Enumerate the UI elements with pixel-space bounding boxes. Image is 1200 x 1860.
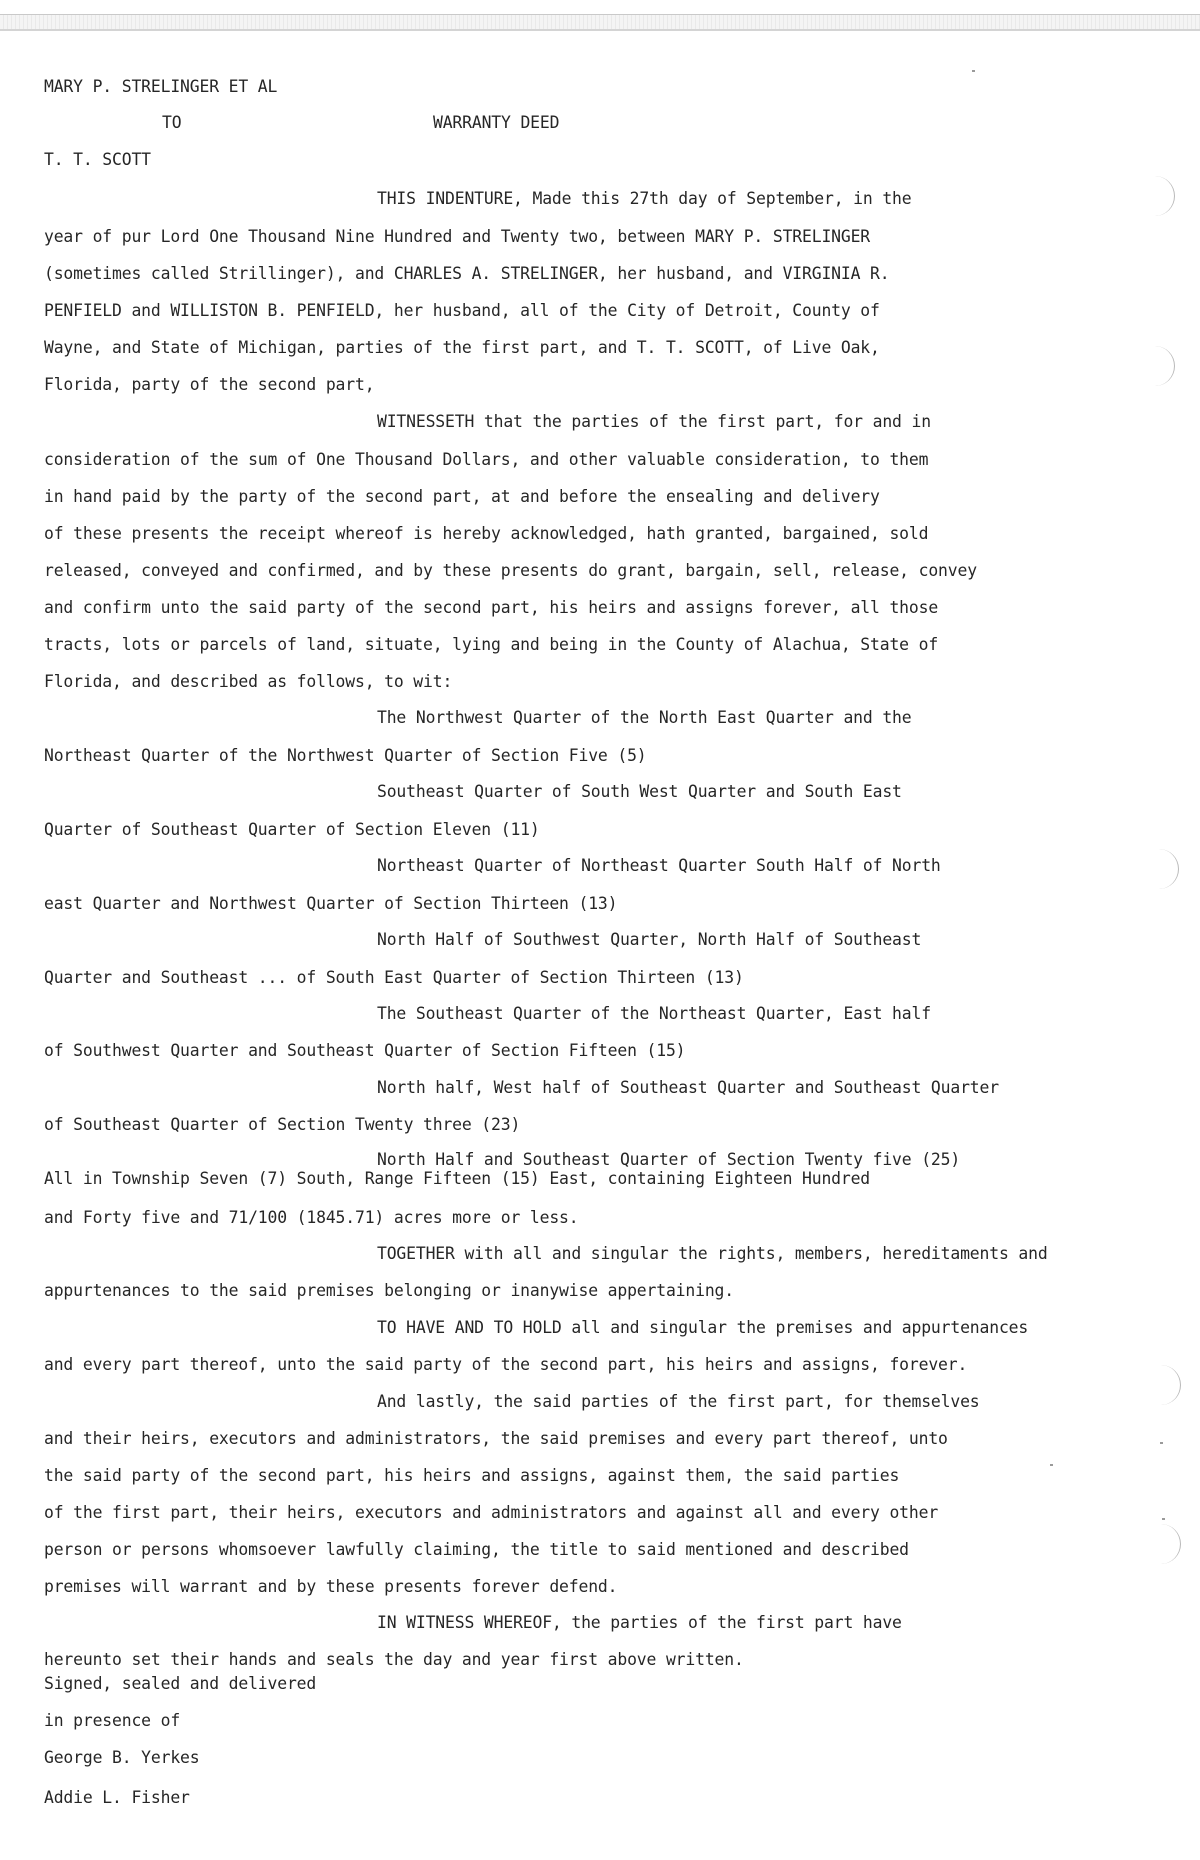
deed-text-line: THIS INDENTURE, Made this 27th day of September, in the xyxy=(377,189,912,208)
binder-hole-mark xyxy=(1150,1524,1181,1564)
signed-sealed-line: Signed, sealed and delivered xyxy=(44,1674,317,1693)
grantor-heading: MARY P. STRELINGER ET AL xyxy=(44,77,278,96)
deed-text-line: premises will warrant and by these presents forever defend. xyxy=(44,1577,618,1596)
deed-text-line: of Southeast Quarter of Section Twenty three (23) xyxy=(44,1115,521,1134)
deed-text-line: released, conveyed and confirmed, and by these presents do grant, bargain, sell, release, convey xyxy=(44,561,977,580)
scan-speck xyxy=(1050,1464,1053,1466)
grantee-heading: T. T. SCOTT xyxy=(44,150,151,169)
deed-text-line: of Southwest Quarter and Southeast Quarter of Section Fifteen (15) xyxy=(44,1041,686,1060)
scan-speck xyxy=(1160,1442,1163,1444)
scan-speck xyxy=(972,70,975,72)
in-presence-line: in presence of xyxy=(44,1711,181,1730)
deed-text-line: east Quarter and Northwest Quarter of Section Thirteen (13) xyxy=(44,894,618,913)
deed-text-line: North Half and Southeast Quarter of Section Twenty five (25) xyxy=(377,1150,961,1169)
binder-hole-mark xyxy=(1144,346,1175,386)
deed-text-line: year of pur Lord One Thousand Nine Hundred and Twenty two, between MARY P. STRELINGER xyxy=(44,227,871,246)
deed-text-line: and their heirs, executors and administrators, the said premises and every part thereof, unto xyxy=(44,1429,948,1448)
deed-text-line: TO HAVE AND TO HOLD all and singular the premises and appurtenances xyxy=(377,1318,1029,1337)
deed-text-line: WITNESSETH that the parties of the first part, for and in xyxy=(377,412,931,431)
deed-text-line: (sometimes called Strillinger), and CHARLES A. STRELINGER, her husband, and VIRGINIA R. xyxy=(44,264,890,283)
scan-top-edge xyxy=(0,14,1200,31)
deed-text-line: Northeast Quarter of Northeast Quarter South Half of North xyxy=(377,856,941,875)
scan-speck xyxy=(1162,1518,1165,1520)
deed-text-line: tracts, lots or parcels of land, situate, lying and being in the County of Alachua, State of xyxy=(44,635,939,654)
deed-text-line: Quarter of Southeast Quarter of Section Eleven (11) xyxy=(44,820,540,839)
deed-text-line: hereunto set their hands and seals the day and year first above written. xyxy=(44,1650,744,1669)
binder-hole-mark xyxy=(1144,176,1175,216)
deed-text-line: IN WITNESS WHEREOF, the parties of the first part have xyxy=(377,1613,902,1632)
deed-text-line: appurtenances to the said premises belonging or inanywise appertaining. xyxy=(44,1281,734,1300)
binder-hole-mark xyxy=(1150,1365,1181,1405)
deed-text-line: and confirm unto the said party of the second part, his heirs and assigns forever, all those xyxy=(44,598,939,617)
deed-text-line: of these presents the receipt whereof is hereby acknowledged, hath granted, bargained, sold xyxy=(44,524,929,543)
witness-name: George B. Yerkes xyxy=(44,1748,200,1767)
deed-text-line: Northeast Quarter of the Northwest Quarter of Section Five (5) xyxy=(44,746,647,765)
deed-text-line: the said party of the second part, his heirs and assigns, against them, the said parties xyxy=(44,1466,900,1485)
deed-text-line: All in Township Seven (7) South, Range Fifteen (15) East, containing Eighteen Hundred xyxy=(44,1169,871,1188)
binder-hole-mark xyxy=(1148,849,1179,889)
deed-text-line: and Forty five and 71/100 (1845.71) acres more or less. xyxy=(44,1208,579,1227)
deed-text-line: Wayne, and State of Michigan, parties of the first part, and T. T. SCOTT, of Live Oak, xyxy=(44,338,880,357)
deed-text-line: Quarter and Southeast ... of South East Quarter of Section Thirteen (13) xyxy=(44,968,744,987)
deed-text-line: North half, West half of Southeast Quarter and Southeast Quarter xyxy=(377,1078,999,1097)
deed-text-line: TOGETHER with all and singular the rights, members, hereditaments and xyxy=(377,1244,1048,1263)
deed-text-line: The Northwest Quarter of the North East Quarter and the xyxy=(377,708,912,727)
deed-text-line: person or persons whomsoever lawfully claiming, the title to said mentioned and described xyxy=(44,1540,909,1559)
deed-text-line: And lastly, the said parties of the first part, for themselves xyxy=(377,1392,980,1411)
deed-text-line: in hand paid by the party of the second part, at and before the ensealing and delivery xyxy=(44,487,880,506)
witness-name: Addie L. Fisher xyxy=(44,1788,190,1807)
document-title: WARRANTY DEED xyxy=(433,113,560,132)
deed-text-line: consideration of the sum of One Thousand Dollars, and other valuable consideration, to them xyxy=(44,450,929,469)
deed-text-line: Florida, party of the second part, xyxy=(44,375,375,394)
deed-text-line: Florida, and described as follows, to wit: xyxy=(44,672,453,691)
deed-text-line: and every part thereof, unto the said party of the second part, his heirs and assigns, forever. xyxy=(44,1355,968,1374)
to-heading: TO xyxy=(162,113,182,132)
deed-text-line: Southeast Quarter of South West Quarter and South East xyxy=(377,782,902,801)
deed-text-line: North Half of Southwest Quarter, North Half of Southeast xyxy=(377,930,922,949)
deed-text-line: of the first part, their heirs, executors and administrators and against all and every other xyxy=(44,1503,939,1522)
deed-text-line: PENFIELD and WILLISTON B. PENFIELD, her husband, all of the City of Detroit, County of xyxy=(44,301,880,320)
deed-text-line: The Southeast Quarter of the Northeast Quarter, East half xyxy=(377,1004,931,1023)
